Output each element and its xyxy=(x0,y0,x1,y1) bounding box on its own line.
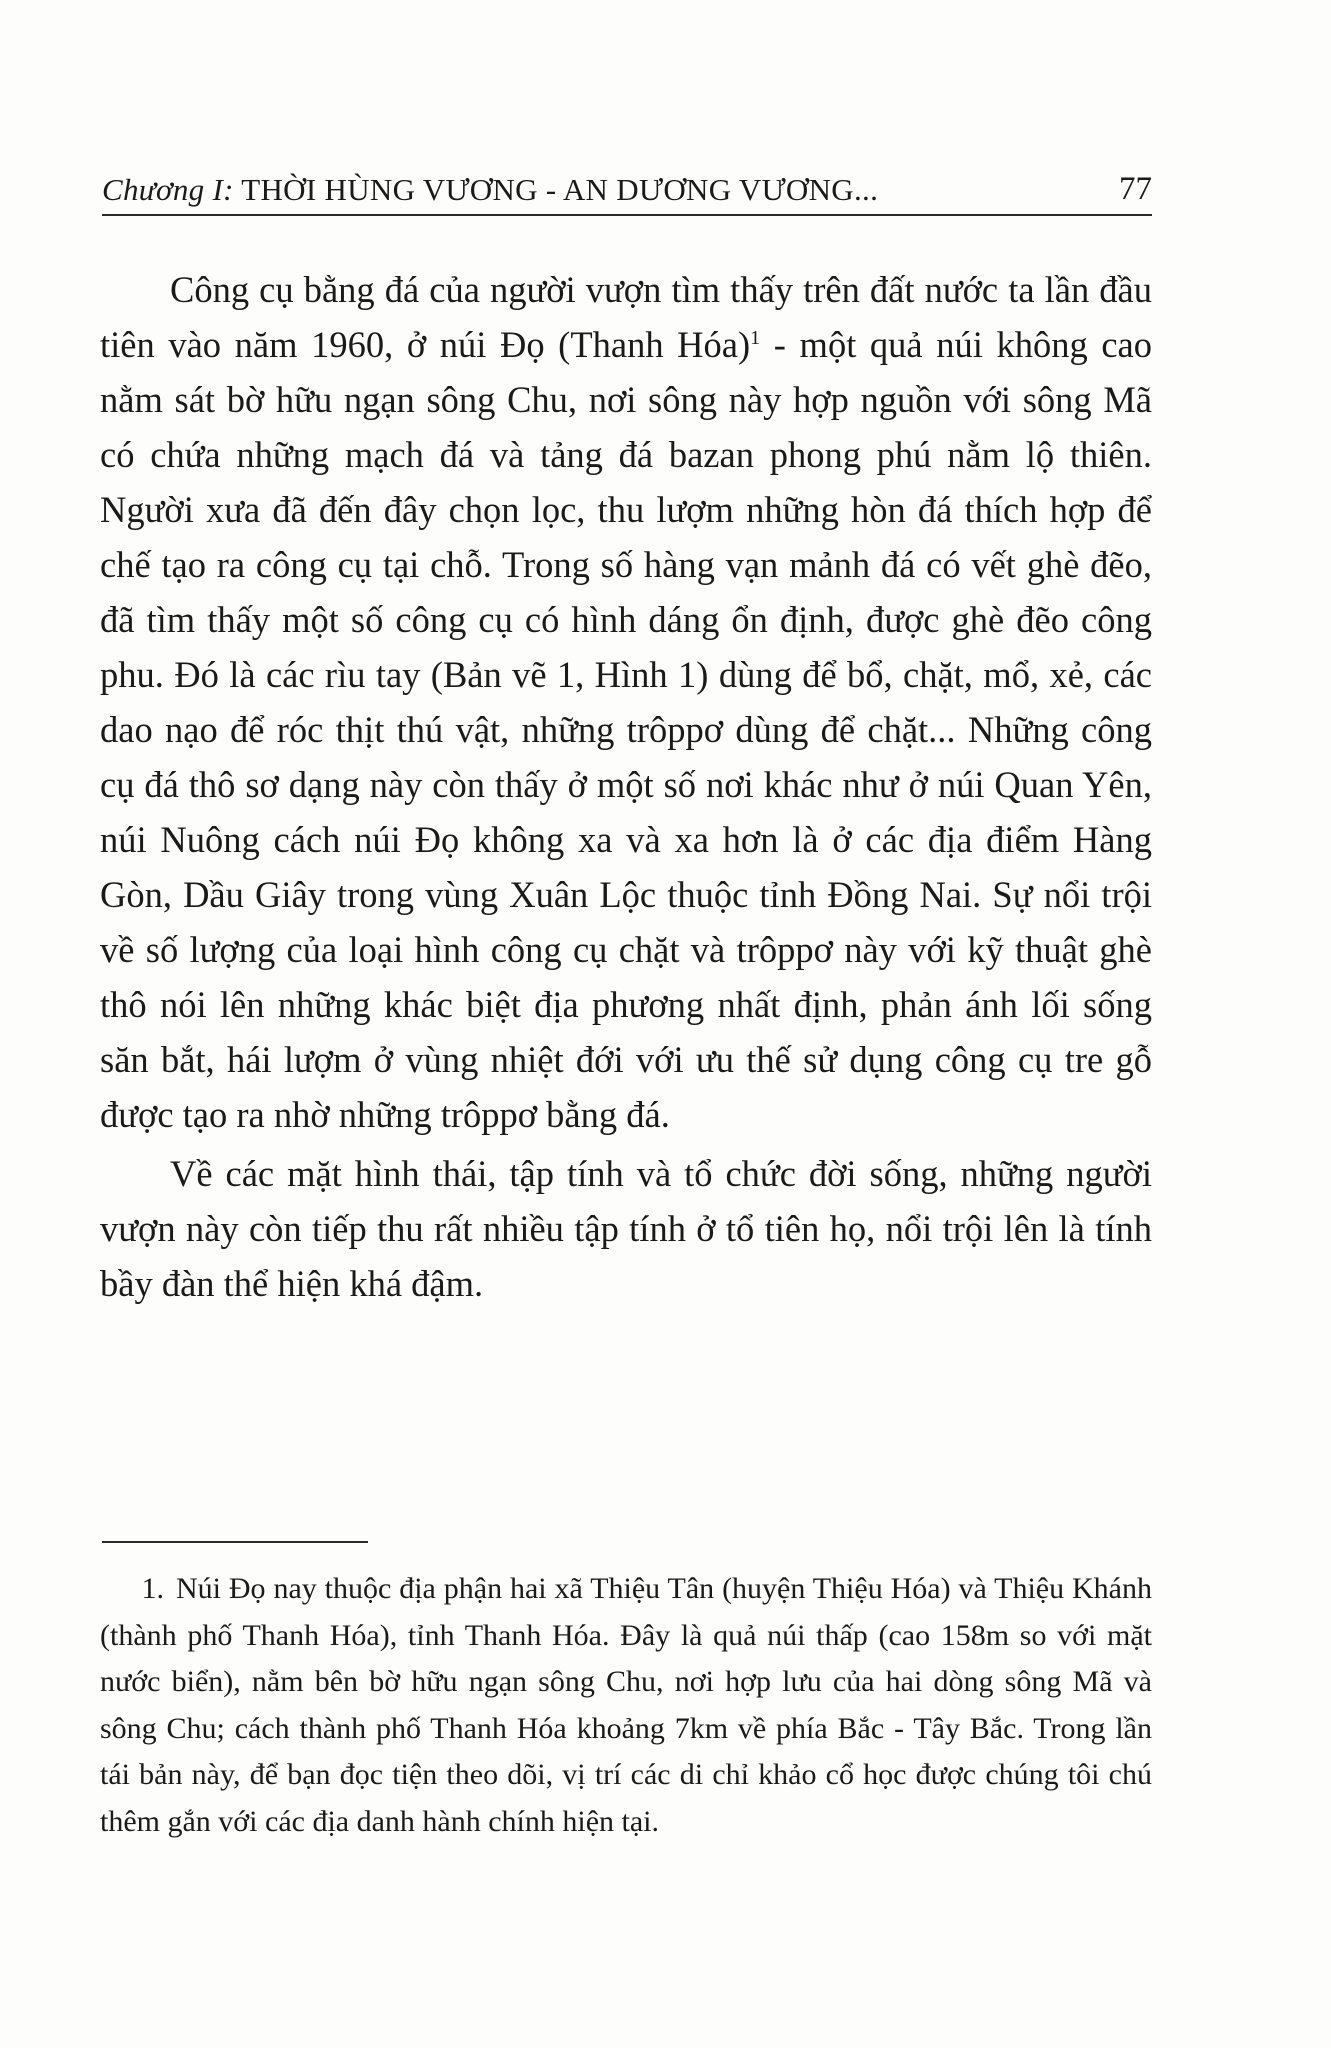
running-header xyxy=(102,160,1152,216)
paragraph: Về các mặt hình thái, tập tính và tổ chức đời sống, những người vượn này còn tiếp thu rất nhiều tập tính ở tổ tiên họ, nổi trội lên là tính bầy đàn thể hiện khá đậm. xyxy=(100,1153,1152,1304)
chapter-label: Chương I: xyxy=(102,172,234,207)
running-header-title xyxy=(102,172,878,208)
paragraph-text: Công cụ bằng đá của người vượn tìm thấy trên đất nước ta lần đầu tiên vào năm 1960, ở núi Đọ (Thanh Hóa) xyxy=(100,269,1152,365)
paragraph-text: - một quả núi không cao nằm sát bờ hữu ngạn sông Chu, nơi sông này hợp nguồn với sông Mã có chứa những mạch đá và tảng đá bazan phong phú nằm lộ thiên. Người xưa đã đến đây chọn lọc, thu lượm những hòn đá thích hợp để chế tạo ra công cụ tại chỗ. Trong số hàng vạn mảnh đá có vết ghè đẽo, đã tìm thấy một số công cụ có hình dáng ổn định, được ghè đẽo công phu. Đó là các rìu tay (Bản vẽ 1, Hình 1) dùng để bổ, chặt, mổ, xẻ, các dao nạo để róc thịt thú vật, những trôppơ dùng để chặt... Những công cụ đá thô sơ dạng này còn thấy ở một số nơi khác như ở núi Quan Yên, núi Nuông cách núi Đọ không xa và xa hơn là ở các địa điểm Hàng Gòn, Dầu Giây trong vùng Xuân Lộc thuộc tỉnh Đồng Nai. Sự nổi trội về số lượng của loại hình công cụ chặt và trôppơ này với kỹ thuật ghè thô nói lên những khác biệt địa phương nhất định, phản ánh lối sống săn bắt, hái lượm ở vùng nhiệt đới với ưu thế sử dụng công cụ tre gỗ được tạo ra nhờ những trôppơ bằng đá. xyxy=(100,324,1152,1135)
page-number: 77 xyxy=(1119,171,1152,207)
paragraph xyxy=(100,262,1152,1142)
footnote-number: 1. xyxy=(141,1572,164,1605)
footnote xyxy=(100,1566,1152,1845)
chapter-title: THỜI HÙNG VƯƠNG - AN DƯƠNG VƯƠNG... xyxy=(241,172,879,207)
main-text xyxy=(100,262,1152,1311)
footnote-separator xyxy=(102,1541,368,1543)
footnote-text: Núi Đọ nay thuộc địa phận hai xã Thiệu Tân (huyện Thiệu Hóa) và Thiệu Khánh (thành phố Thanh Hóa), tỉnh Thanh Hóa. Đây là quả núi thấp (cao 158m so với mặt nước biển), nằm bên bờ hữu ngạn sông Chu, nơi hợp lưu của hai dòng sông Mã và sông Chu; cách thành phố Thanh Hóa khoảng 7km về phía Bắc - Tây Bắc. Trong lần tái bản này, để bạn đọc tiện theo dõi, vị trí các di chỉ khảo cổ học được chúng tôi chú thêm gắn với các địa danh hành chính hiện tại. xyxy=(100,1572,1152,1838)
footnote-reference: 1 xyxy=(750,326,761,349)
